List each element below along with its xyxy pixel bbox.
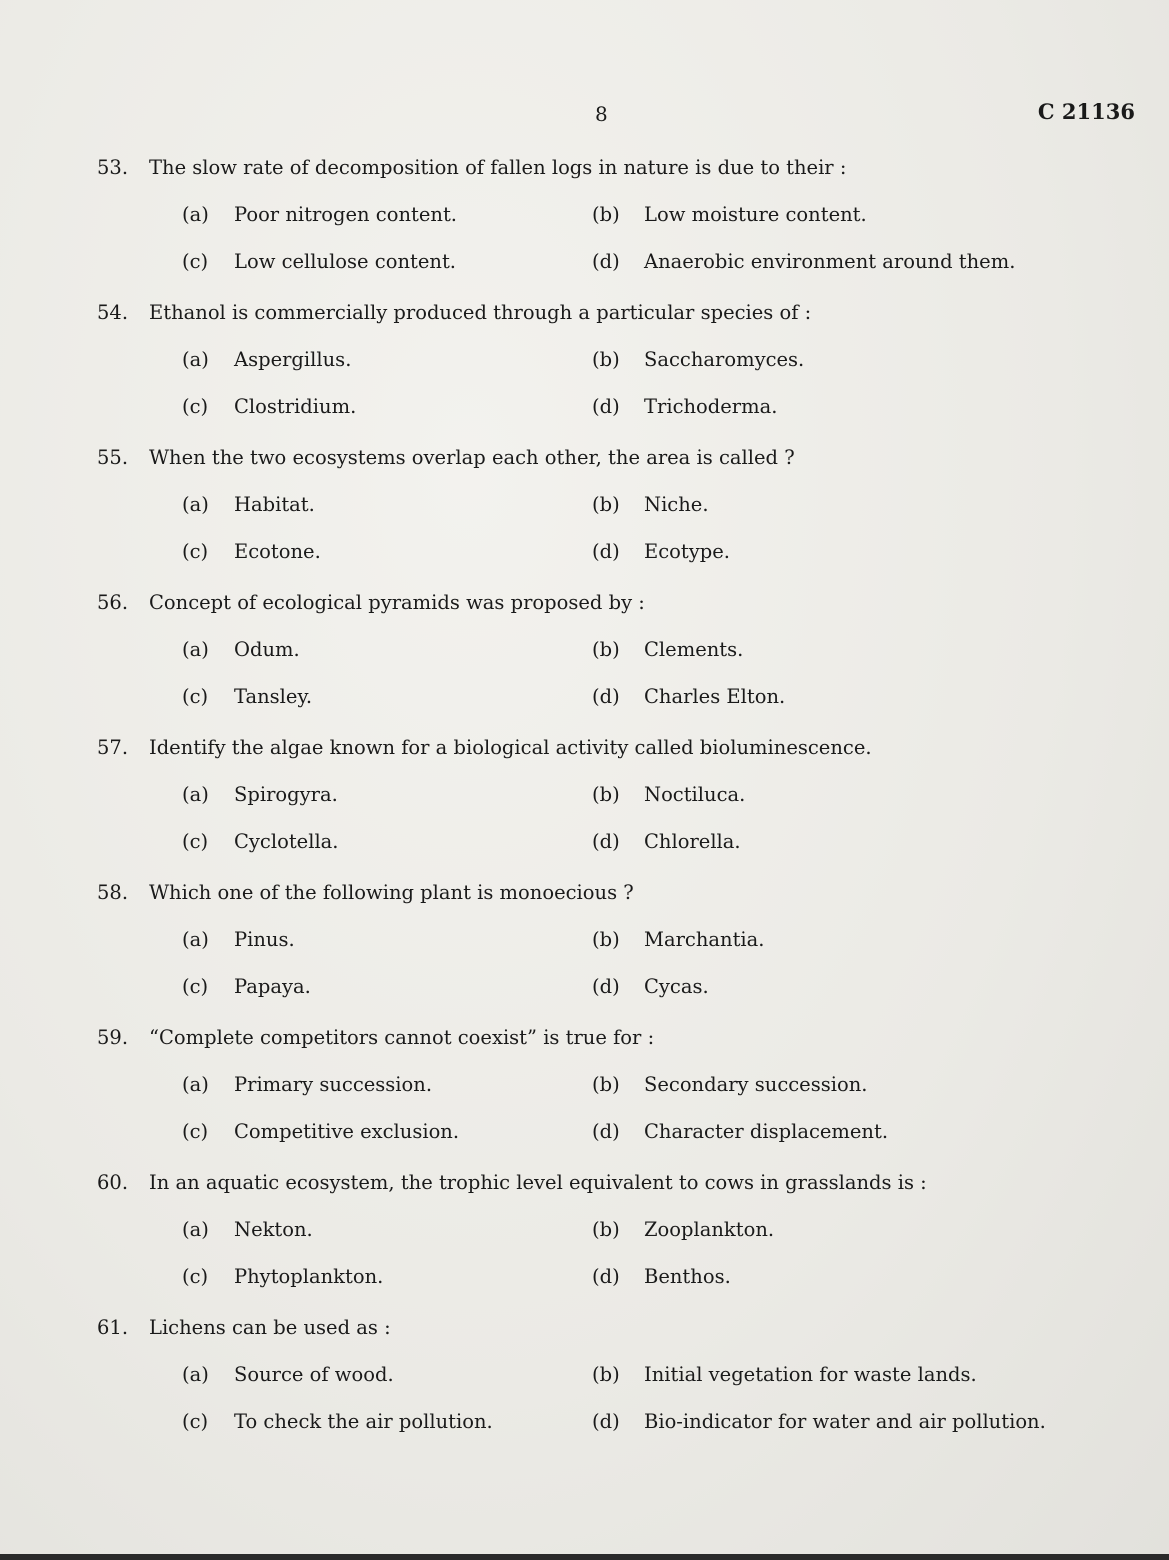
- question-stem: [97, 1314, 1107, 1342]
- bottom-border: [0, 1554, 1169, 1560]
- question-stem: [97, 734, 1107, 762]
- answer-option: [182, 636, 592, 664]
- question-number: 53.: [97, 156, 129, 179]
- option-label: (d): [592, 830, 620, 853]
- question-number: 54.: [97, 301, 129, 324]
- answer-option: [182, 1216, 592, 1244]
- page-number: 8: [595, 102, 608, 126]
- option-text: Nekton.: [234, 1218, 313, 1241]
- option-grid: [182, 491, 1082, 566]
- question-number: 55.: [97, 446, 129, 469]
- option-text: Spirogyra.: [234, 783, 338, 806]
- option-grid: [182, 926, 1082, 1001]
- option-grid: [182, 1361, 1082, 1436]
- option-text: Secondary succession.: [644, 1073, 868, 1096]
- option-label: (d): [592, 395, 620, 418]
- answer-option: [592, 926, 1082, 954]
- answer-option: [592, 1408, 1082, 1436]
- question-number: 60.: [97, 1171, 129, 1194]
- option-label: (b): [592, 493, 620, 516]
- option-text: Source of wood.: [234, 1363, 394, 1386]
- option-label: (c): [182, 1120, 209, 1143]
- question-text: “Complete competitors cannot coexist” is true for :: [149, 1026, 655, 1049]
- option-label: (a): [182, 203, 209, 226]
- option-label: (a): [182, 928, 209, 951]
- question-item: [97, 1314, 1107, 1459]
- question-item: [97, 589, 1107, 734]
- question-item: [97, 154, 1107, 299]
- option-text: Papaya.: [234, 975, 311, 998]
- question-item: [97, 1169, 1107, 1314]
- option-text: Habitat.: [234, 493, 315, 516]
- option-text: Phytoplankton.: [234, 1265, 384, 1288]
- option-label: (c): [182, 685, 209, 708]
- option-label: (d): [592, 685, 620, 708]
- option-text: To check the air pollution.: [234, 1410, 493, 1433]
- answer-option: [592, 683, 1082, 711]
- option-label: (b): [592, 203, 620, 226]
- option-label: (a): [182, 1363, 209, 1386]
- option-text: Chlorella.: [644, 830, 741, 853]
- option-label: (d): [592, 975, 620, 998]
- question-number: 58.: [97, 881, 129, 904]
- question-stem: [97, 154, 1107, 182]
- option-label: (c): [182, 1265, 209, 1288]
- option-grid: [182, 201, 1082, 276]
- answer-option: [592, 1071, 1082, 1099]
- option-label: (d): [592, 1265, 620, 1288]
- option-label: (b): [592, 638, 620, 661]
- option-text: Ecotype.: [644, 540, 730, 563]
- question-text: In an aquatic ecosystem, the trophic level equivalent to cows in grasslands is :: [149, 1171, 927, 1194]
- option-label: (c): [182, 395, 209, 418]
- question-item: [97, 734, 1107, 879]
- option-text: Pinus.: [234, 928, 295, 951]
- option-text: Initial vegetation for waste lands.: [644, 1363, 977, 1386]
- question-item: [97, 299, 1107, 444]
- option-label: (c): [182, 1410, 209, 1433]
- option-label: (b): [592, 1218, 620, 1241]
- option-label: (a): [182, 493, 209, 516]
- answer-option: [592, 346, 1082, 374]
- option-text: Odum.: [234, 638, 300, 661]
- option-label: (b): [592, 928, 620, 951]
- option-label: (c): [182, 975, 209, 998]
- answer-option: [592, 1361, 1082, 1389]
- answer-option: [182, 828, 592, 856]
- question-stem: [97, 589, 1107, 617]
- option-text: Clements.: [644, 638, 744, 661]
- answer-option: [182, 201, 592, 229]
- answer-option: [182, 346, 592, 374]
- question-text: Which one of the following plant is monoecious ?: [149, 881, 634, 904]
- question-text: Ethanol is commercially produced through a particular species of :: [149, 301, 812, 324]
- option-text: Zooplankton.: [644, 1218, 775, 1241]
- answer-option: [182, 538, 592, 566]
- answer-option: [592, 393, 1082, 421]
- option-text: Ecotone.: [234, 540, 321, 563]
- answer-option: [592, 1216, 1082, 1244]
- answer-option: [182, 393, 592, 421]
- option-text: Primary succession.: [234, 1073, 433, 1096]
- option-label: (d): [592, 1410, 620, 1433]
- answer-option: [592, 538, 1082, 566]
- option-text: Character displacement.: [644, 1120, 889, 1143]
- option-label: (d): [592, 540, 620, 563]
- option-text: Competitive exclusion.: [234, 1120, 460, 1143]
- paper-code: C 21136: [1037, 99, 1135, 124]
- answer-option: [182, 1408, 592, 1436]
- option-label: (a): [182, 1218, 209, 1241]
- answer-option: [592, 636, 1082, 664]
- question-text: Concept of ecological pyramids was proposed by :: [149, 591, 645, 614]
- question-stem: [97, 299, 1107, 327]
- question-number: 56.: [97, 591, 129, 614]
- option-text: Low moisture content.: [644, 203, 867, 226]
- option-grid: [182, 1071, 1082, 1146]
- answer-option: [182, 683, 592, 711]
- option-grid: [182, 1216, 1082, 1291]
- question-number: 57.: [97, 736, 129, 759]
- answer-option: [592, 973, 1082, 1001]
- answer-option: [592, 1118, 1082, 1146]
- question-item: [97, 1024, 1107, 1169]
- option-label: (a): [182, 1073, 209, 1096]
- option-label: (b): [592, 1363, 620, 1386]
- option-grid: [182, 781, 1082, 856]
- answer-option: [182, 1071, 592, 1099]
- question-list: [97, 154, 1107, 1459]
- answer-option: [182, 1361, 592, 1389]
- question-item: [97, 879, 1107, 1024]
- option-text: Cycas.: [644, 975, 709, 998]
- question-text: The slow rate of decomposition of fallen logs in nature is due to their :: [149, 156, 847, 179]
- answer-option: [182, 1118, 592, 1146]
- question-number: 61.: [97, 1316, 129, 1339]
- answer-option: [182, 973, 592, 1001]
- option-label: (c): [182, 830, 209, 853]
- answer-option: [592, 1263, 1082, 1291]
- question-text: Identify the algae known for a biological activity called bioluminescence.: [149, 736, 872, 759]
- option-label: (d): [592, 1120, 620, 1143]
- answer-option: [182, 926, 592, 954]
- option-label: (b): [592, 1073, 620, 1096]
- option-text: Cyclotella.: [234, 830, 339, 853]
- option-text: Charles Elton.: [644, 685, 786, 708]
- answer-option: [592, 828, 1082, 856]
- option-grid: [182, 636, 1082, 711]
- option-label: (b): [592, 348, 620, 371]
- option-text: Trichoderma.: [644, 395, 778, 418]
- answer-option: [182, 248, 592, 276]
- option-text: Tansley.: [234, 685, 313, 708]
- question-number: 59.: [97, 1026, 129, 1049]
- option-text: Clostridium.: [234, 395, 357, 418]
- question-stem: [97, 1024, 1107, 1052]
- answer-option: [592, 491, 1082, 519]
- question-stem: [97, 1169, 1107, 1197]
- option-label: (c): [182, 540, 209, 563]
- option-label: (c): [182, 250, 209, 273]
- option-text: Benthos.: [644, 1265, 731, 1288]
- option-text: Aspergillus.: [234, 348, 352, 371]
- answer-option: [182, 781, 592, 809]
- question-stem: [97, 879, 1107, 907]
- option-text: Marchantia.: [644, 928, 765, 951]
- answer-option: [182, 1263, 592, 1291]
- option-text: Low cellulose content.: [234, 250, 456, 273]
- answer-option: [592, 781, 1082, 809]
- option-text: Niche.: [644, 493, 709, 516]
- question-text: When the two ecosystems overlap each other, the area is called ?: [149, 446, 795, 469]
- option-grid: [182, 346, 1082, 421]
- question-stem: [97, 444, 1107, 472]
- question-item: [97, 444, 1107, 589]
- option-text: Bio-indicator for water and air pollution.: [644, 1410, 1046, 1433]
- answer-option: [182, 491, 592, 519]
- option-label: (d): [592, 250, 620, 273]
- option-text: Saccharomyces.: [644, 348, 805, 371]
- answer-option: [592, 201, 1082, 229]
- option-label: (a): [182, 783, 209, 806]
- option-label: (b): [592, 783, 620, 806]
- option-text: Noctiluca.: [644, 783, 746, 806]
- option-text: Poor nitrogen content.: [234, 203, 457, 226]
- answer-option: [592, 248, 1082, 276]
- option-text: Anaerobic environment around them.: [644, 250, 1016, 273]
- option-label: (a): [182, 348, 209, 371]
- option-label: (a): [182, 638, 209, 661]
- question-text: Lichens can be used as :: [149, 1316, 391, 1339]
